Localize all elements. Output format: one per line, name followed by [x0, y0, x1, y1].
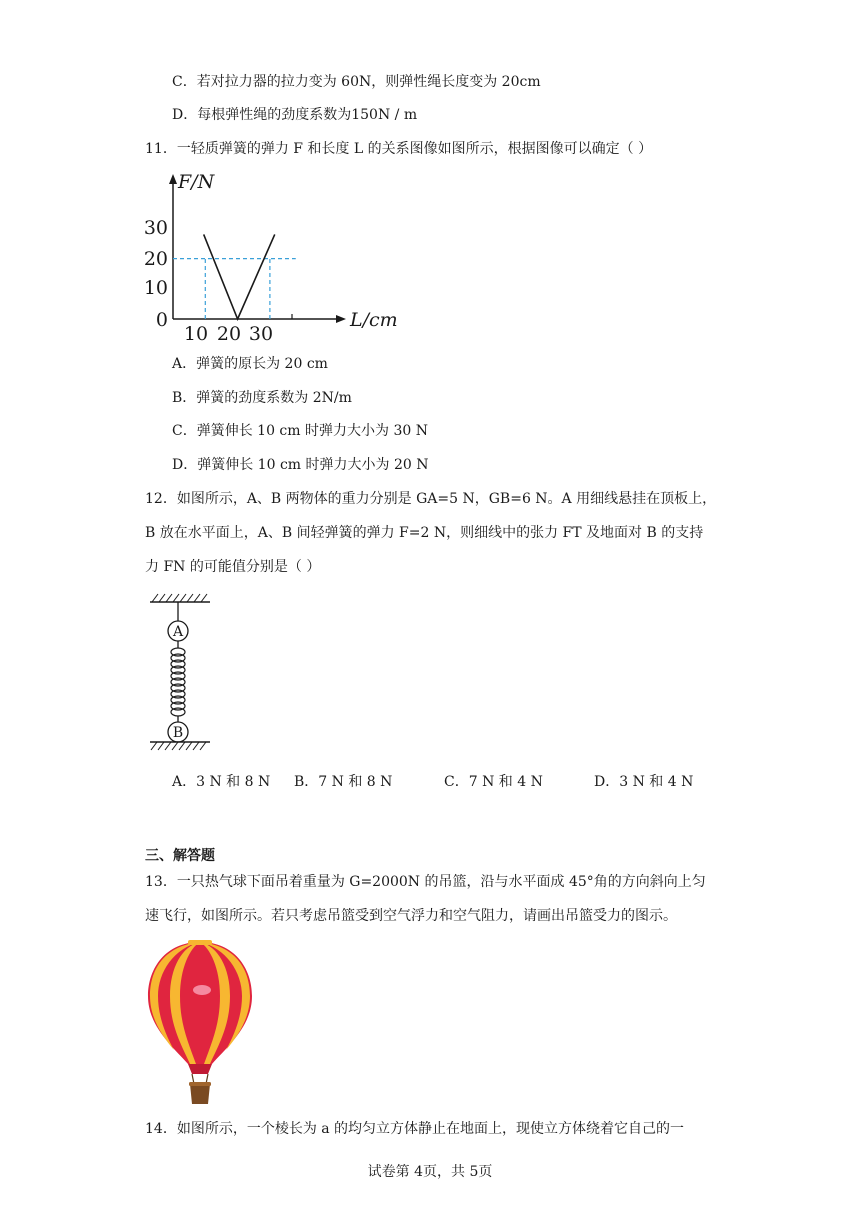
- section-title: 三、解答题: [145, 848, 215, 864]
- q10-option-c: C．若对拉力器的拉力变为 60N，则弹性绳长度变为 20cm: [172, 74, 541, 90]
- y-tick-label: 20: [143, 248, 168, 270]
- y-axis-label: F/N: [178, 171, 215, 193]
- q12-option-b: B．7 N 和 8 N: [294, 774, 393, 790]
- q11-option-c: C．弹簧伸长 10 cm 时弹力大小为 30 N: [172, 423, 428, 439]
- q12-stem-line3: 力 FN 的可能值分别是（ ）: [145, 559, 321, 575]
- q13-line1: 13．一只热气球下面吊着重量为 G=2000N 的吊篮，沿与水平面成 45°角的方向斜向上匀: [145, 874, 706, 890]
- q12-option-d: D．3 N 和 4 N: [594, 774, 694, 790]
- spring-figure: [140, 590, 220, 755]
- spring-coil: [171, 648, 185, 716]
- q11-option-b: B．弹簧的劲度系数为 2N/m: [172, 390, 352, 406]
- q12-stem-line2: B 放在水平面上，A、B 间轻弹簧的弹力 F=2 N，则细线中的张力 FT 及地面对 B 的支持: [145, 525, 704, 541]
- ground-hatch: [151, 742, 206, 750]
- q13-line2: 速飞行，如图所示。若只考虑吊篮受到空气浮力和空气阻力，请画出吊篮受力的图示。: [145, 908, 677, 924]
- series-line: [204, 234, 275, 319]
- q11-stem: 11．一轻质弹簧的弹力 F 和长度 L 的关系图像如图所示，根据图像可以确定（ ）: [145, 141, 653, 157]
- ceiling-hatch: [152, 594, 207, 602]
- y-axis-arrow: [169, 174, 177, 184]
- q10-option-d: D．每根弹性绳的劲度系数为150N / m: [172, 107, 418, 123]
- x-tick-label: 10: [183, 323, 209, 345]
- q11-option-d: D．弹簧伸长 10 cm 时弹力大小为 20 N: [172, 457, 429, 473]
- y-tick-label: 10: [143, 277, 168, 299]
- q12-option-a: A．3 N 和 8 N: [172, 774, 271, 790]
- y-tick-label: 0: [155, 309, 168, 331]
- q14-line1: 14．如图所示，一个棱长为 a 的均匀立方体静止在地面上，现使立方体绕着它自己的一: [145, 1121, 685, 1137]
- x-tick-label: 30: [248, 323, 274, 345]
- q12-option-c: C．7 N 和 4 N: [444, 774, 543, 790]
- x-axis-label: L/cm: [350, 309, 398, 331]
- x-axis-arrow: [336, 315, 346, 323]
- page-footer: 试卷第 4页，共 5页: [367, 1164, 493, 1180]
- q11-graph: [140, 168, 410, 348]
- q11-option-a: A．弹簧的原长为 20 cm: [172, 356, 328, 372]
- q12-stem-line1: 12．如图所示，A、B 两物体的重力分别是 GA=5 N，GB=6 N。A 用细线悬挂在顶板上，: [145, 491, 717, 507]
- ball-a-label: A: [172, 624, 184, 640]
- x-tick-label: 20: [216, 323, 242, 345]
- hot-air-balloon-image: [144, 938, 256, 1108]
- ball-b-label: B: [172, 725, 184, 741]
- y-tick-label: 30: [143, 217, 168, 239]
